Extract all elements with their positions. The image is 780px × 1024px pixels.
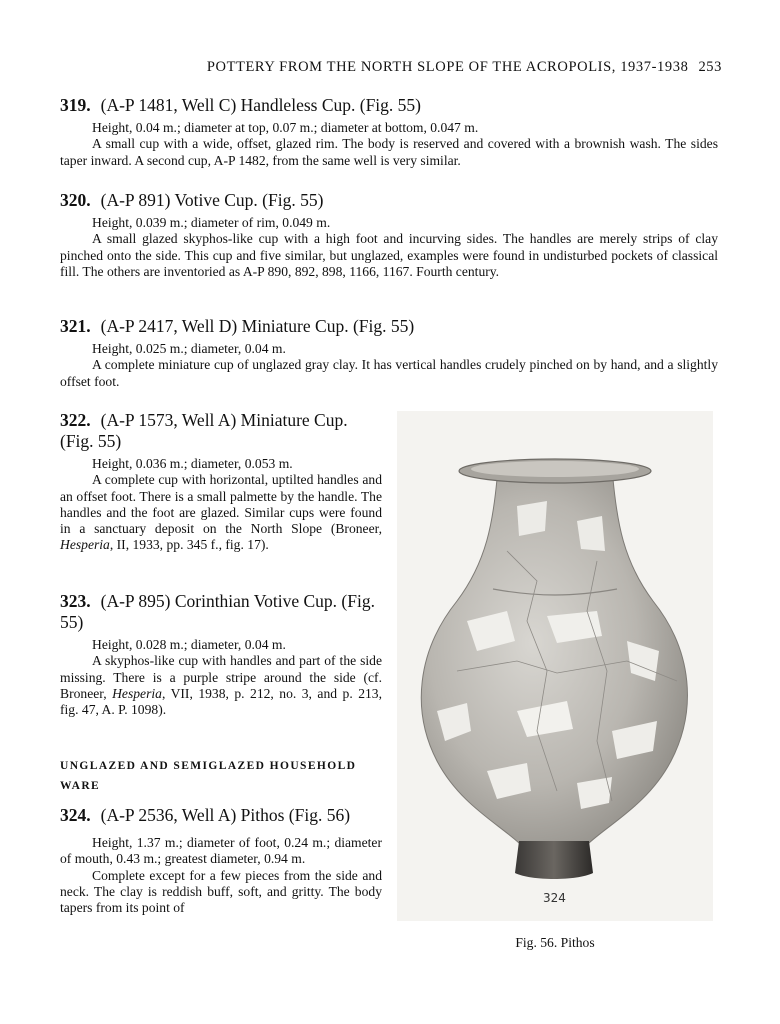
entry-321 <box>60 316 718 390</box>
entry-number: 323. <box>60 591 91 611</box>
entry-320 <box>60 190 718 280</box>
entry-number: 319. <box>60 95 91 115</box>
section-heading: UNGLAZED AND SEMIGLAZED HOUSEHOLD WARE <box>60 760 357 792</box>
desc-text: A skyphos-like cup with handles and part of the side missing. There is a purple stripe around the side (cf. Broneer, <box>60 653 382 701</box>
entry-324-heading <box>60 805 382 826</box>
entry-319-dims: Height, 0.04 m.; diameter at top, 0.07 m.; diameter at bottom, 0.047 m. <box>92 120 479 135</box>
entry-319-desc: A small cup with a wide, offset, glazed rim. The body is reserved and covered with a brownish wash. The sides taper inward. A second cup, A-P 1482, from the same well is very similar. <box>60 136 718 168</box>
running-title: POTTERY FROM THE NORTH SLOPE OF THE ACROPOLIS, 1937-1938 <box>206 59 689 75</box>
entry-319-heading <box>60 95 718 116</box>
entry-323-dims: Height, 0.028 m.; diameter, 0.04 m. <box>92 637 286 652</box>
journal-title: Hesperia <box>60 537 110 553</box>
entry-number: 320. <box>60 190 91 210</box>
desc-text: , II, 1933, pp. 345 f., fig. 17). <box>109 537 269 553</box>
entry-321-dims: Height, 0.025 m.; diameter, 0.04 m. <box>92 341 286 356</box>
entry-323 <box>60 591 382 718</box>
entry-title: (A-P 2417, Well D) Miniature Cup. (Fig. 55) <box>100 316 415 336</box>
entry-324 <box>60 805 382 916</box>
entry-322 <box>60 410 382 554</box>
entry-321-desc: A complete miniature cup of unglazed gray clay. It has vertical handles crudely pinched on by hand, and a slightly offset foot. <box>60 357 718 389</box>
entry-320-heading <box>60 190 718 211</box>
entry-321-heading <box>60 316 718 337</box>
entry-320-dims: Height, 0.039 m.; diameter of rim, 0.049 m. <box>92 215 331 230</box>
entry-323-desc <box>60 653 382 718</box>
entry-title: (A-P 895) Corinthian Votive Cup. (Fig. 55) <box>60 591 375 632</box>
entry-320-desc: A small glazed skyphos-like cup with a high foot and incurving sides. The handles are merely strips of clay pinched onto the side. This cup and five similar, but unglazed, examples were found in undisturbed pockets of classical fill. The others are inventoried as A-P 890, 892, 898, 1166, 1167. Fourth century. <box>60 231 718 279</box>
entry-number: 322. <box>60 410 91 430</box>
entry-322-heading <box>60 410 382 452</box>
entry-323-heading <box>60 591 382 633</box>
entry-324-desc: Complete except for a few pieces from the side and neck. The clay is reddish buff, soft, and gritty. The body tapers from its point of <box>60 867 382 916</box>
page-number: 253 <box>698 59 722 75</box>
entry-322-dims: Height, 0.036 m.; diameter, 0.053 m. <box>92 456 293 471</box>
desc-text: A complete cup with horizontal, uptilted handles and an offset foot. There is a small palmette by the handle. The handles and the foot are glazed. Similar cups were found in a sanctuary deposit on the North Slope (Broneer, <box>60 472 382 537</box>
pithos-photo <box>397 411 713 921</box>
running-head <box>60 59 722 76</box>
entry-title: (A-P 1573, Well A) Miniature Cup. (Fig. 55) <box>60 410 348 451</box>
entry-number: 321. <box>60 316 91 336</box>
figure-pithos <box>397 411 713 921</box>
entry-title: (A-P 891) Votive Cup. (Fig. 55) <box>100 190 324 210</box>
entry-322-desc <box>60 472 382 553</box>
entry-number: 324. <box>60 805 91 825</box>
figure-label: 324 <box>543 891 566 905</box>
figure-caption: Fig. 56. Pithos <box>515 935 595 950</box>
entry-319 <box>60 95 718 169</box>
entry-title: (A-P 1481, Well C) Handleless Cup. (Fig. 55) <box>100 95 421 115</box>
desc-text: , VII, 1938, p. 212, no. 3, and p. 213, fig. 47, A. P. 1098). <box>60 685 382 718</box>
entry-title: (A-P 2536, Well A) Pithos (Fig. 56) <box>100 805 351 825</box>
entry-324-dims: Height, 1.37 m.; diameter of foot, 0.24 m.; diameter of mouth, 0.43 m.; greatest diameter, 0.94 m. <box>60 835 382 867</box>
journal-title: Hesperia <box>112 685 162 701</box>
